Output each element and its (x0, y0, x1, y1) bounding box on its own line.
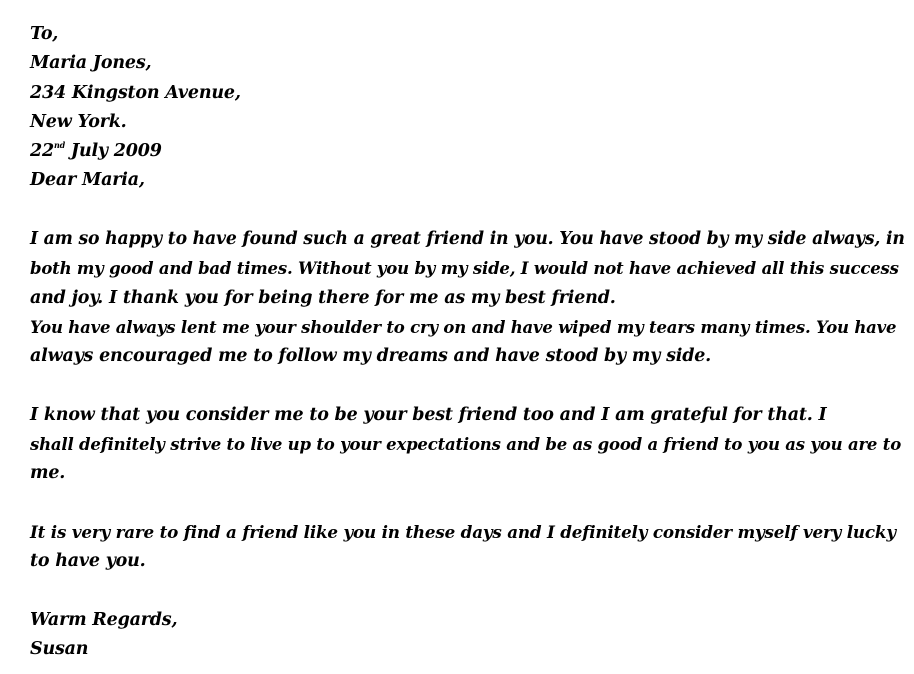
greeting: Dear Maria, (30, 170, 145, 191)
date-month-year: July 2009 (64, 141, 162, 162)
paragraph-1-line: You have always lent me your shoulder to cry on and have wiped my tears many times. You have (30, 317, 897, 337)
date-day: 22 (30, 141, 54, 162)
paragraph-gap (30, 489, 906, 518)
paragraph-2-line: shall definitely strive to live up to your expectations and be as good a friend to you as you are to (30, 435, 902, 455)
sign-off: Warm Regards, (30, 609, 178, 630)
paragraph-1-line: and joy. I thank you for being there for me as my best friend. (30, 287, 616, 308)
street-address: 234 Kingston Avenue, (30, 82, 241, 103)
paragraph-gap (30, 196, 906, 225)
signature: Susan (30, 639, 89, 660)
paragraph-gap (30, 577, 906, 606)
letter-date (30, 137, 906, 166)
paragraph-3-line: to have you. (30, 551, 146, 572)
city: New York. (30, 111, 127, 132)
paragraph-2-line: I know that you consider me to be your best friend too and I am grateful for that. I (30, 404, 827, 425)
letter (30, 20, 906, 665)
paragraph-1-line: always encouraged me to follow my dreams and have stood by my side. (30, 346, 712, 367)
paragraph-2-line: me. (30, 463, 66, 484)
paragraph-1-line: both my good and bad times. Without you by my side, I would not have achieved all this success (30, 259, 899, 279)
recipient-name: Maria Jones, (30, 53, 152, 74)
paragraph-1-line: I am so happy to have found such a great friend in you. You have stood by my side always, in (30, 229, 905, 250)
paragraph-gap (30, 372, 906, 401)
paragraph-3-line: It is very rare to find a friend like you in these days and I definitely consider myself very lucky (30, 522, 896, 543)
to-label: To, (30, 24, 59, 44)
date-suffix: nd (53, 140, 65, 151)
